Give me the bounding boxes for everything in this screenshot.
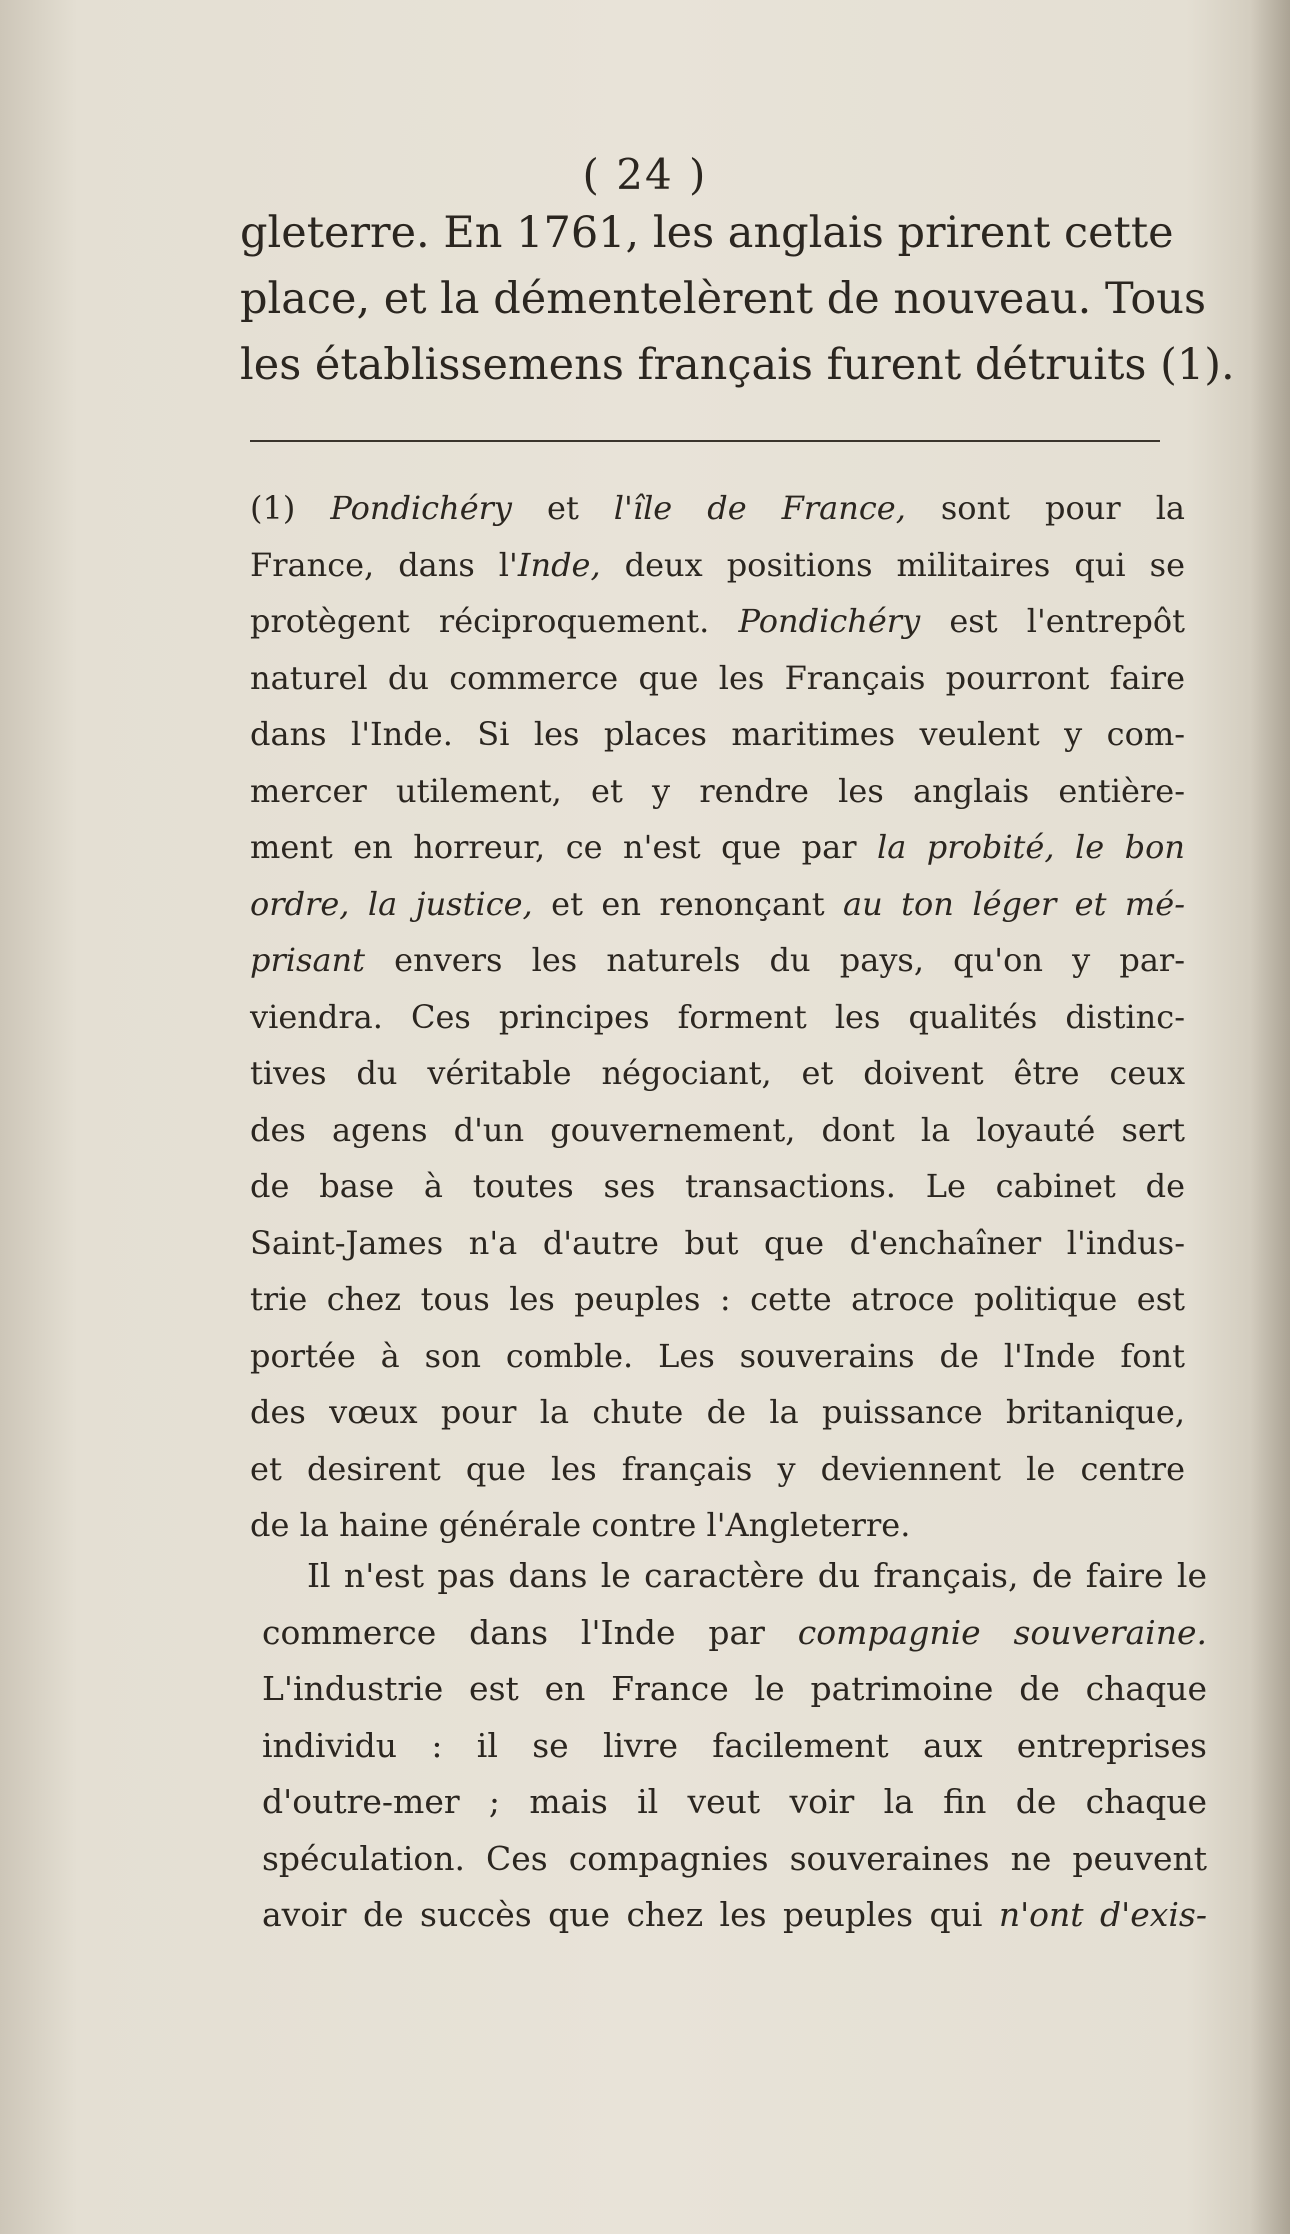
footnote-line: et desirent que les français y deviennent le centre bbox=[250, 1449, 1185, 1488]
footnote-line: des agens d'un gouvernement, dont la loyauté sert bbox=[250, 1110, 1185, 1149]
footnote-line bbox=[250, 932, 1185, 989]
italic-text: Pondichéry bbox=[330, 489, 512, 527]
text-line: place, et la démentelèrent de nouveau. Tous bbox=[240, 274, 1207, 324]
footnote-line: mercer utilement, et y rendre les anglais entière- bbox=[250, 771, 1185, 810]
footnote-separator bbox=[250, 440, 1160, 442]
main-text-top bbox=[240, 200, 1235, 398]
footnote-line: de base à toutes ses transactions. Le cabinet de bbox=[250, 1167, 1185, 1205]
footnote-marker: (1) bbox=[250, 489, 296, 527]
text-line: gleterre. En 1761, les anglais prirent cette bbox=[240, 208, 1174, 258]
italic-text: compagnie souveraine. bbox=[797, 1612, 1207, 1652]
footnote-line: viendra. Ces principes forment les qualités distinc- bbox=[250, 997, 1185, 1036]
footnote-line: tives du véritable négociant, et doivent être ceux bbox=[250, 1054, 1185, 1092]
text: envers les naturels du pays, qu'on y par- bbox=[364, 941, 1185, 979]
italic-text: ordre, la justice, bbox=[250, 884, 533, 923]
italic-text: au ton léger et mé- bbox=[843, 884, 1186, 923]
text: ment en horreur, ce n'est que par bbox=[250, 828, 877, 866]
footnote-line: des vœux pour la chute de la puissance britanique, bbox=[250, 1393, 1185, 1431]
text-line: les établissemens français furent détruits (1). bbox=[240, 340, 1235, 390]
footnote-line: de la haine générale contre l'Angleterre. bbox=[250, 1506, 911, 1544]
page-number: ( 24 ) bbox=[582, 150, 708, 199]
body-line: L'industrie est en France le patrimoine de chaque bbox=[262, 1669, 1207, 1708]
text: sont pour la bbox=[905, 489, 1185, 527]
italic-text: n'ont d'exis- bbox=[998, 1895, 1207, 1934]
footnote-line: naturel du commerce que les Français pourront faire bbox=[250, 658, 1185, 697]
text: France, dans l' bbox=[250, 545, 518, 584]
italic-text: prisant bbox=[250, 941, 365, 979]
text: et bbox=[512, 489, 614, 527]
footnote-line: Saint-James n'a d'autre but que d'enchaîner l'indus- bbox=[250, 1223, 1185, 1262]
text: avoir de succès que chez les peuples qui bbox=[262, 1895, 999, 1934]
italic-text: la probité, le bon bbox=[877, 828, 1186, 866]
body-line: d'outre-mer ; mais il veut voir la fin de chaque bbox=[262, 1782, 1207, 1821]
body-line bbox=[262, 1887, 1207, 1944]
footnote-line bbox=[250, 537, 1185, 594]
italic-text: Pondichéry bbox=[738, 602, 921, 640]
text: deux positions militaires qui se bbox=[600, 545, 1186, 584]
italic-text: Inde, bbox=[517, 545, 601, 584]
text: protègent réciproquement. bbox=[250, 602, 739, 640]
body-line bbox=[262, 1605, 1207, 1662]
footnote-line: trie chez tous les peuples : cette atroce politique est bbox=[250, 1280, 1185, 1318]
body-paragraph bbox=[262, 1548, 1207, 1944]
body-line: individu : il se livre facilement aux entreprises bbox=[262, 1725, 1207, 1765]
footnote-line: dans l'Inde. Si les places maritimes veulent y com- bbox=[250, 715, 1185, 753]
italic-text: l'île de France, bbox=[613, 489, 906, 527]
footnote-line: portée à son comble. Les souverains de l'Inde font bbox=[250, 1336, 1185, 1375]
body-line: Il n'est pas dans le caractère du français, de faire le bbox=[307, 1556, 1207, 1595]
text: et en renonçant bbox=[532, 884, 844, 923]
text: est l'entrepôt bbox=[920, 602, 1186, 640]
footnote-line bbox=[250, 876, 1185, 933]
footnote bbox=[250, 480, 1185, 1554]
text: commerce dans l'Inde par bbox=[262, 1612, 798, 1652]
footnote-line bbox=[250, 819, 1185, 876]
footnote-line bbox=[250, 480, 1185, 537]
footnote-line bbox=[250, 593, 1185, 650]
body-line: spéculation. Ces compagnies souveraines ne peuvent bbox=[262, 1838, 1207, 1878]
